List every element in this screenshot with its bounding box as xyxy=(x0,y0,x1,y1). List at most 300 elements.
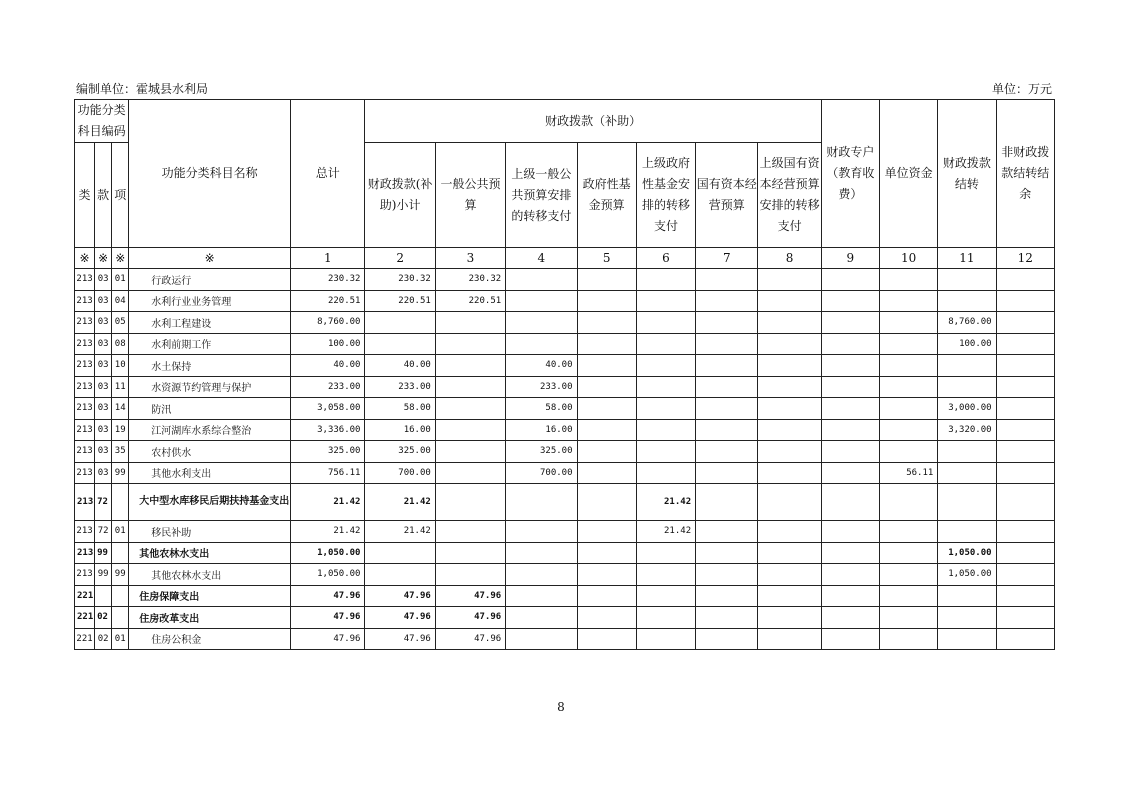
lei-cell: 221 xyxy=(75,628,95,650)
index-num: 11 xyxy=(938,248,996,269)
xiang-cell: 01 xyxy=(112,628,129,650)
amount-cell xyxy=(696,585,758,607)
lei-cell: 213 xyxy=(75,355,95,377)
amount-cell xyxy=(758,585,821,607)
amount-cell xyxy=(758,290,821,312)
amount-cell: 47.96 xyxy=(435,607,505,629)
amount-cell xyxy=(758,355,821,377)
table-row xyxy=(75,484,1055,521)
subject-name-cell: 水利前期工作 xyxy=(129,333,291,355)
amount-cell xyxy=(506,521,577,543)
kuan-cell: 03 xyxy=(95,355,112,377)
amount-cell xyxy=(636,564,695,586)
amount-cell xyxy=(821,312,879,334)
amount-cell xyxy=(821,585,879,607)
xiang-cell: 01 xyxy=(112,521,129,543)
amount-cell xyxy=(880,521,938,543)
amount-cell xyxy=(696,542,758,564)
lei-cell: 213 xyxy=(75,441,95,463)
amount-cell: 230.32 xyxy=(435,269,505,291)
amount-cell xyxy=(435,376,505,398)
amount-cell: 3,058.00 xyxy=(291,398,365,420)
subject-name-cell: 防汛 xyxy=(129,398,291,420)
amount-cell xyxy=(577,333,636,355)
subject-name-cell: 移民补助 xyxy=(129,521,291,543)
amount-cell: 3,336.00 xyxy=(291,419,365,441)
table-row xyxy=(75,398,1055,420)
lei-cell: 213 xyxy=(75,462,95,484)
subject-name-cell: 水土保持 xyxy=(129,355,291,377)
index-num: 3 xyxy=(435,248,505,269)
budget-table xyxy=(74,99,1055,650)
amount-cell: 58.00 xyxy=(365,398,435,420)
amount-cell xyxy=(696,269,758,291)
total-header: 总计 xyxy=(291,100,365,248)
subject-name-cell: 行政运行 xyxy=(129,269,291,291)
amount-cell xyxy=(435,564,505,586)
amount-cell: 3,320.00 xyxy=(938,419,996,441)
amount-cell xyxy=(636,419,695,441)
amount-cell xyxy=(435,333,505,355)
table-row xyxy=(75,441,1055,463)
amount-cell: 47.96 xyxy=(291,607,365,629)
amount-cell xyxy=(435,312,505,334)
amount-cell xyxy=(506,564,577,586)
amount-cell xyxy=(758,269,821,291)
amount-cell xyxy=(996,542,1054,564)
amount-cell xyxy=(758,564,821,586)
amount-cell xyxy=(996,441,1054,463)
index-num: 2 xyxy=(365,248,435,269)
amount-cell: 47.96 xyxy=(435,585,505,607)
index-num: 4 xyxy=(506,248,577,269)
amount-cell xyxy=(880,355,938,377)
xiang-cell: 14 xyxy=(112,398,129,420)
amount-cell xyxy=(506,628,577,650)
amount-cell xyxy=(577,398,636,420)
table-row xyxy=(75,585,1055,607)
amount-cell: 325.00 xyxy=(506,441,577,463)
amount-cell xyxy=(506,290,577,312)
kuan-cell: 99 xyxy=(95,542,112,564)
index-num: 6 xyxy=(636,248,695,269)
lei-cell: 213 xyxy=(75,290,95,312)
amount-cell xyxy=(636,376,695,398)
index-num: 9 xyxy=(821,248,879,269)
amount-cell xyxy=(938,628,996,650)
amount-cell xyxy=(577,312,636,334)
amount-cell xyxy=(696,419,758,441)
amount-cell: 3,000.00 xyxy=(938,398,996,420)
amount-cell xyxy=(435,398,505,420)
amount-cell xyxy=(821,564,879,586)
amount-cell: 325.00 xyxy=(291,441,365,463)
amount-cell: 8,760.00 xyxy=(291,312,365,334)
table-row xyxy=(75,521,1055,543)
kuan-cell: 03 xyxy=(95,441,112,463)
index-num: 12 xyxy=(996,248,1054,269)
amount-cell: 100.00 xyxy=(291,333,365,355)
xiang-cell xyxy=(112,542,129,564)
amount-cell xyxy=(636,398,695,420)
amount-cell xyxy=(636,607,695,629)
page-number: 8 xyxy=(557,700,565,714)
lei-header: 类 xyxy=(75,143,95,248)
amount-cell xyxy=(758,441,821,463)
amount-cell xyxy=(636,628,695,650)
amount-cell xyxy=(821,419,879,441)
table-row xyxy=(75,269,1055,291)
xiang-cell xyxy=(112,484,129,521)
amount-cell: 1,050.00 xyxy=(938,542,996,564)
amount-cell xyxy=(821,542,879,564)
amount-cell xyxy=(506,484,577,521)
kuan-cell: 03 xyxy=(95,269,112,291)
amount-cell xyxy=(880,542,938,564)
amount-cell xyxy=(758,484,821,521)
amount-cell xyxy=(696,441,758,463)
xiang-header: 项 xyxy=(112,143,129,248)
xiang-cell: 99 xyxy=(112,462,129,484)
xiang-cell: 04 xyxy=(112,290,129,312)
table-row xyxy=(75,312,1055,334)
amount-cell: 56.11 xyxy=(880,462,938,484)
amount-cell xyxy=(577,290,636,312)
amount-cell xyxy=(996,607,1054,629)
amount-cell xyxy=(435,462,505,484)
code-group-header: 功能分类科目编码 xyxy=(75,100,129,143)
amount-cell xyxy=(696,462,758,484)
amount-cell xyxy=(821,269,879,291)
amount-cell xyxy=(435,441,505,463)
amount-cell xyxy=(996,419,1054,441)
amount-cell xyxy=(880,290,938,312)
xiang-cell: 01 xyxy=(112,269,129,291)
amount-cell: 21.42 xyxy=(291,484,365,521)
amount-cell xyxy=(435,542,505,564)
index-row xyxy=(75,248,1055,269)
amount-cell xyxy=(696,564,758,586)
index-num: 10 xyxy=(880,248,938,269)
subject-name-cell: 其他农林水支出 xyxy=(129,542,291,564)
xiang-cell: 10 xyxy=(112,355,129,377)
amount-cell xyxy=(636,355,695,377)
amount-cell xyxy=(758,607,821,629)
amount-cell: 700.00 xyxy=(506,462,577,484)
amount-cell: 40.00 xyxy=(365,355,435,377)
amount-cell: 1,050.00 xyxy=(291,542,365,564)
amount-cell xyxy=(577,628,636,650)
amount-cell xyxy=(506,607,577,629)
kuan-cell: 72 xyxy=(95,484,112,521)
amount-cell xyxy=(880,269,938,291)
subject-name-cell: 其他水利支出 xyxy=(129,462,291,484)
amount-cell xyxy=(880,312,938,334)
amount-cell xyxy=(880,376,938,398)
col-upper-fund-transfer: 上级政府性基金安排的转移支付 xyxy=(636,143,695,248)
amount-cell: 21.42 xyxy=(291,521,365,543)
amount-cell xyxy=(506,312,577,334)
amount-cell xyxy=(880,585,938,607)
amount-cell xyxy=(938,269,996,291)
amount-cell xyxy=(821,333,879,355)
amount-cell xyxy=(758,312,821,334)
amount-cell xyxy=(821,355,879,377)
amount-cell xyxy=(636,290,695,312)
amount-cell xyxy=(938,290,996,312)
amount-cell xyxy=(996,398,1054,420)
amount-cell xyxy=(577,542,636,564)
name-header: 功能分类科目名称 xyxy=(129,100,291,248)
amount-cell: 233.00 xyxy=(365,376,435,398)
amount-cell: 16.00 xyxy=(365,419,435,441)
amount-cell: 40.00 xyxy=(291,355,365,377)
amount-cell xyxy=(506,585,577,607)
kuan-cell: 03 xyxy=(95,419,112,441)
unit-label: 单位：万元 xyxy=(991,82,1052,96)
amount-cell xyxy=(577,441,636,463)
subject-name-cell: 住房改革支出 xyxy=(129,607,291,629)
amount-cell: 21.42 xyxy=(636,521,695,543)
col-upper-general-transfer: 上级一般公共预算安排的转移支付 xyxy=(506,143,577,248)
lei-cell: 213 xyxy=(75,376,95,398)
amount-cell xyxy=(577,419,636,441)
amount-cell xyxy=(365,542,435,564)
special-account-header: 财政专户（教育收费） xyxy=(821,100,879,248)
amount-cell xyxy=(996,290,1054,312)
col-upper-capital-transfer: 上级国有资本经营预算安排的转移支付 xyxy=(758,143,821,248)
amount-cell xyxy=(696,333,758,355)
xiang-cell xyxy=(112,607,129,629)
index-mark: ※ xyxy=(129,248,291,269)
xiang-cell: 08 xyxy=(112,333,129,355)
lei-cell: 213 xyxy=(75,419,95,441)
amount-cell xyxy=(880,333,938,355)
amount-cell xyxy=(996,521,1054,543)
amount-cell: 220.51 xyxy=(291,290,365,312)
amount-cell xyxy=(577,564,636,586)
unit-fund-header: 单位资金 xyxy=(880,100,938,248)
amount-cell xyxy=(506,269,577,291)
amount-cell xyxy=(636,462,695,484)
amount-cell xyxy=(880,628,938,650)
amount-cell: 220.51 xyxy=(365,290,435,312)
xiang-cell: 19 xyxy=(112,419,129,441)
amount-cell xyxy=(758,521,821,543)
kuan-cell: 72 xyxy=(95,521,112,543)
amount-cell xyxy=(577,607,636,629)
amount-cell: 756.11 xyxy=(291,462,365,484)
amount-cell xyxy=(506,542,577,564)
kuan-cell: 03 xyxy=(95,462,112,484)
amount-cell xyxy=(577,585,636,607)
table-row xyxy=(75,607,1055,629)
amount-cell xyxy=(758,398,821,420)
amount-cell xyxy=(996,333,1054,355)
lei-cell: 213 xyxy=(75,484,95,521)
amount-cell xyxy=(996,269,1054,291)
amount-cell: 220.51 xyxy=(435,290,505,312)
amount-cell: 47.96 xyxy=(291,628,365,650)
amount-cell: 47.96 xyxy=(365,628,435,650)
table-row xyxy=(75,355,1055,377)
amount-cell xyxy=(821,521,879,543)
table-row xyxy=(75,564,1055,586)
amount-cell xyxy=(821,398,879,420)
amount-cell xyxy=(821,628,879,650)
amount-cell xyxy=(821,441,879,463)
amount-cell xyxy=(758,376,821,398)
amount-cell: 230.32 xyxy=(291,269,365,291)
amount-cell xyxy=(996,484,1054,521)
kuan-cell: 02 xyxy=(95,607,112,629)
amount-cell xyxy=(758,333,821,355)
amount-cell xyxy=(435,484,505,521)
table-row xyxy=(75,462,1055,484)
index-num: 8 xyxy=(758,248,821,269)
subject-name-cell: 水利行业业务管理 xyxy=(129,290,291,312)
lei-cell: 213 xyxy=(75,398,95,420)
index-num: 5 xyxy=(577,248,636,269)
amount-cell xyxy=(996,628,1054,650)
xiang-cell: 11 xyxy=(112,376,129,398)
amount-cell xyxy=(506,333,577,355)
amount-cell xyxy=(996,585,1054,607)
lei-cell: 213 xyxy=(75,521,95,543)
amount-cell xyxy=(636,441,695,463)
lei-cell: 213 xyxy=(75,312,95,334)
subject-name-cell: 水利工程建设 xyxy=(129,312,291,334)
carryover-header: 财政拨款结转 xyxy=(938,100,996,248)
amount-cell xyxy=(821,462,879,484)
amount-cell xyxy=(577,269,636,291)
amount-cell xyxy=(577,376,636,398)
amount-cell: 40.00 xyxy=(506,355,577,377)
amount-cell xyxy=(821,607,879,629)
kuan-cell: 03 xyxy=(95,312,112,334)
amount-cell: 1,050.00 xyxy=(291,564,365,586)
amount-cell xyxy=(696,607,758,629)
index-num: 1 xyxy=(291,248,365,269)
subject-name-cell: 其他农林水支出 xyxy=(129,564,291,586)
xiang-cell: 05 xyxy=(112,312,129,334)
col-fiscal-subtotal: 财政拨款(补助)小计 xyxy=(365,143,435,248)
col-government-fund: 政府性基金预算 xyxy=(577,143,636,248)
index-mark: ※ xyxy=(95,248,112,269)
table-row xyxy=(75,376,1055,398)
amount-cell: 47.96 xyxy=(365,585,435,607)
amount-cell xyxy=(880,419,938,441)
amount-cell xyxy=(696,398,758,420)
table-row xyxy=(75,542,1055,564)
lei-cell: 221 xyxy=(75,585,95,607)
amount-cell xyxy=(938,585,996,607)
amount-cell xyxy=(696,376,758,398)
amount-cell xyxy=(938,607,996,629)
table-row xyxy=(75,419,1055,441)
amount-cell xyxy=(880,441,938,463)
lei-cell: 213 xyxy=(75,333,95,355)
amount-cell: 21.42 xyxy=(365,521,435,543)
subject-name-cell: 住房保障支出 xyxy=(129,585,291,607)
amount-cell xyxy=(365,333,435,355)
amount-cell: 21.42 xyxy=(636,484,695,521)
kuan-cell: 03 xyxy=(95,333,112,355)
kuan-cell: 03 xyxy=(95,398,112,420)
amount-cell: 100.00 xyxy=(938,333,996,355)
col-state-capital: 国有资本经营预算 xyxy=(696,143,758,248)
amount-cell xyxy=(996,376,1054,398)
subject-name-cell: 农村供水 xyxy=(129,441,291,463)
non-fiscal-carryover-header: 非财政拨款结转结余 xyxy=(996,100,1054,248)
lei-cell: 213 xyxy=(75,564,95,586)
index-mark: ※ xyxy=(112,248,129,269)
amount-cell xyxy=(365,564,435,586)
amount-cell xyxy=(696,355,758,377)
amount-cell xyxy=(938,355,996,377)
amount-cell xyxy=(696,290,758,312)
amount-cell xyxy=(365,312,435,334)
amount-cell xyxy=(577,355,636,377)
amount-cell: 21.42 xyxy=(365,484,435,521)
amount-cell xyxy=(758,419,821,441)
amount-cell xyxy=(996,312,1054,334)
amount-cell xyxy=(880,564,938,586)
kuan-cell: 03 xyxy=(95,376,112,398)
amount-cell: 1,050.00 xyxy=(938,564,996,586)
amount-cell: 58.00 xyxy=(506,398,577,420)
amount-cell xyxy=(696,628,758,650)
amount-cell: 47.96 xyxy=(291,585,365,607)
amount-cell xyxy=(938,484,996,521)
amount-cell xyxy=(435,419,505,441)
amount-cell xyxy=(996,355,1054,377)
xiang-cell: 99 xyxy=(112,564,129,586)
amount-cell: 233.00 xyxy=(506,376,577,398)
index-mark: ※ xyxy=(75,248,95,269)
amount-cell: 8,760.00 xyxy=(938,312,996,334)
amount-cell: 233.00 xyxy=(291,376,365,398)
amount-cell xyxy=(636,312,695,334)
amount-cell: 47.96 xyxy=(365,607,435,629)
amount-cell xyxy=(758,628,821,650)
amount-cell xyxy=(636,542,695,564)
amount-cell xyxy=(577,484,636,521)
kuan-header: 款 xyxy=(95,143,112,248)
kuan-cell xyxy=(95,585,112,607)
amount-cell: 230.32 xyxy=(365,269,435,291)
amount-cell xyxy=(938,521,996,543)
col-general-budget: 一般公共预算 xyxy=(435,143,505,248)
amount-cell xyxy=(758,542,821,564)
amount-cell xyxy=(696,312,758,334)
table-row xyxy=(75,290,1055,312)
xiang-cell: 35 xyxy=(112,441,129,463)
amount-cell: 700.00 xyxy=(365,462,435,484)
amount-cell xyxy=(636,585,695,607)
xiang-cell xyxy=(112,585,129,607)
amount-cell xyxy=(821,290,879,312)
amount-cell xyxy=(435,521,505,543)
amount-cell xyxy=(636,333,695,355)
table-row xyxy=(75,628,1055,650)
amount-cell: 47.96 xyxy=(435,628,505,650)
amount-cell xyxy=(996,564,1054,586)
amount-cell xyxy=(938,462,996,484)
organization-label: 编制单位：霍城县水利局 xyxy=(76,82,209,96)
amount-cell xyxy=(636,269,695,291)
subject-name-cell: 大中型水库移民后期扶持基金支出 xyxy=(129,484,291,521)
